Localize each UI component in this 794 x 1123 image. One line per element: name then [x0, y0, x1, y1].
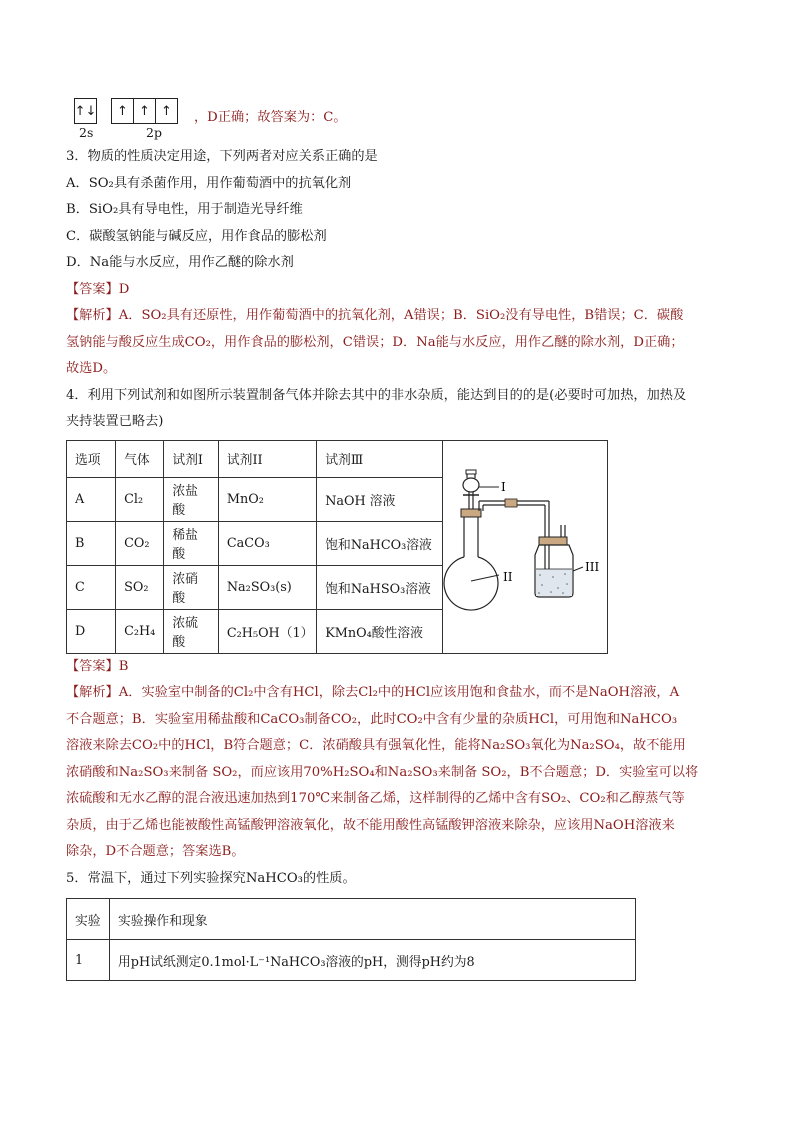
table-cell: SO₂	[116, 565, 164, 609]
table-cell: 用pH试纸测定0.1mol·L⁻¹NaHCO₃溶液的pH，测得pH约为8	[110, 940, 636, 981]
answer: 【答案】B	[66, 658, 129, 674]
answer: 【答案】D	[66, 281, 130, 297]
orbital-cell: ↑	[112, 99, 134, 123]
orbital-diagram-line	[66, 96, 736, 144]
label-reagent-iii: III	[584, 559, 600, 574]
table-header-cell: 试剂II	[218, 440, 316, 477]
apparatus-diagram	[443, 445, 607, 645]
question-stem: 5．常温下，通过下列实验探究NaHCO₃的性质。	[66, 870, 356, 886]
question-stem: 夹持装置已略去)	[66, 414, 164, 429]
table-header-cell: 选项	[67, 440, 116, 477]
experiment-table	[66, 898, 636, 981]
table-cell: CO₂	[116, 521, 164, 565]
table-cell: C₂H₄	[116, 609, 164, 653]
table-cell: C	[67, 565, 116, 609]
orbital-2s-box	[74, 98, 97, 124]
question-stem: 4．利用下列试剂和如图所示装置制备气体并除去其中的非水杂质，能达到目的的是(必要时可加热，加热及	[66, 387, 687, 403]
orbital-2p-box	[111, 98, 178, 124]
question-5	[66, 866, 736, 982]
table-cell: 浓硫酸	[164, 609, 219, 653]
table-cell: CaCO₃	[218, 521, 316, 565]
table-cell: Cl₂	[116, 477, 164, 521]
analysis-line: 氢钠能与酸反应生成CO₂，用作食品的膨松剂，C错误；D．Na能与水反应，用作乙醚的除水剂，D正确；	[66, 334, 684, 350]
analysis-line: 不合题意；B．实验室用稀盐酸和CaCO₃制备CO₂，此时CO₂中含有少量的杂质HCl，可用饱和NaHCO₃	[66, 711, 678, 727]
apparatus-diagram-cell	[442, 440, 607, 653]
question-stem: 3．物质的性质决定用途，下列两者对应关系正确的是	[66, 149, 378, 164]
analysis-line: 【解析】A．SO₂具有还原性，用作葡萄酒中的抗氧化剂，A错误；B．SiO₂没有导电性，B错误；C．碳酸	[66, 308, 684, 323]
analysis-line: 浓硫酸和无水乙醇的混合液迅速加热到170℃来制备乙烯，这样制得的乙烯中含有SO₂、CO₂和乙醇蒸气等	[66, 791, 685, 806]
label-reagent-ii: II	[502, 569, 513, 584]
table-header-row	[67, 899, 636, 940]
option-a: A．SO₂具有杀菌作用，用作葡萄酒中的抗氧化剂	[66, 175, 352, 191]
document-page	[66, 96, 736, 981]
table-cell: 饱和NaHCO₃溶液	[317, 521, 443, 565]
analysis-line: 浓硝酸和Na₂SO₃来制备 SO₂，而应该用70%H₂SO₄和Na₂SO₃来制备 SO₂，B不合题意；D．实验室可以将	[66, 764, 699, 780]
table-cell: 稀盐酸	[164, 521, 219, 565]
table-cell: C₂H₅OH（1）	[218, 609, 316, 653]
analysis-line: 【解析】A．实验室中制备的Cl₂中含有HCl，除去Cl₂中的HCl应该用饱和食盐水，而不是NaOH溶液，A	[66, 685, 680, 700]
table-header-cell: 实验	[67, 899, 110, 940]
table-cell: 饱和NaHSO₃溶液	[317, 565, 443, 609]
question-4	[66, 383, 736, 866]
orbital-conclusion: ，D正确；故答案为：C。	[194, 110, 347, 125]
table-header-cell: 试剂I	[164, 440, 219, 477]
analysis-line: 杂质，由于乙烯也能被酸性高锰酸钾溶液氧化，故不能用酸性高锰酸钾溶液来除杂，应该用NaOH溶液来	[66, 817, 675, 833]
table-header-cell: 气体	[116, 440, 164, 477]
table-cell: 浓盐酸	[164, 477, 219, 521]
question-3	[66, 144, 736, 383]
analysis-line: 溶液来除去CO₂中的HCl，B符合题意；C．浓硝酸具有强氧化性，能将Na₂SO₃氧化为Na₂SO₄，故不能用	[66, 738, 686, 753]
table-cell: 1	[67, 940, 110, 981]
table-cell: D	[67, 609, 116, 653]
orbital-cell: ↑	[134, 99, 156, 123]
table-header-cell: 试剂Ⅲ	[317, 440, 443, 477]
analysis-line: 除杂，D不合题意；答案选B。	[66, 844, 245, 859]
table-cell: 浓硝酸	[164, 565, 219, 609]
orbital-2s-label: 2s	[79, 125, 94, 140]
label-reagent-i: I	[500, 479, 506, 494]
table-header-cell: 实验操作和现象	[110, 899, 636, 940]
table-cell: Na₂SO₃(s)	[218, 565, 316, 609]
option-c: C．碳酸氢钠能与碱反应，用作食品的膨松剂	[66, 228, 327, 244]
table-row	[67, 940, 636, 981]
table-cell: NaOH 溶液	[317, 477, 443, 521]
table-cell: A	[67, 477, 116, 521]
table-cell: B	[67, 521, 116, 565]
table-header-row	[67, 440, 608, 477]
orbital-2p-label: 2p	[146, 125, 162, 140]
table-cell: MnO₂	[218, 477, 316, 521]
reagent-table	[66, 440, 608, 654]
orbital-cell: ↑↓	[74, 103, 97, 119]
analysis-line: 故选D。	[66, 361, 117, 376]
option-b: B．SiO₂具有导电性，用于制造光导纤维	[66, 202, 303, 217]
table-cell: KMnO₄酸性溶液	[317, 609, 443, 653]
orbital-cell: ↑	[161, 103, 172, 119]
option-d: D．Na能与水反应，用作乙醚的除水剂	[66, 255, 294, 270]
